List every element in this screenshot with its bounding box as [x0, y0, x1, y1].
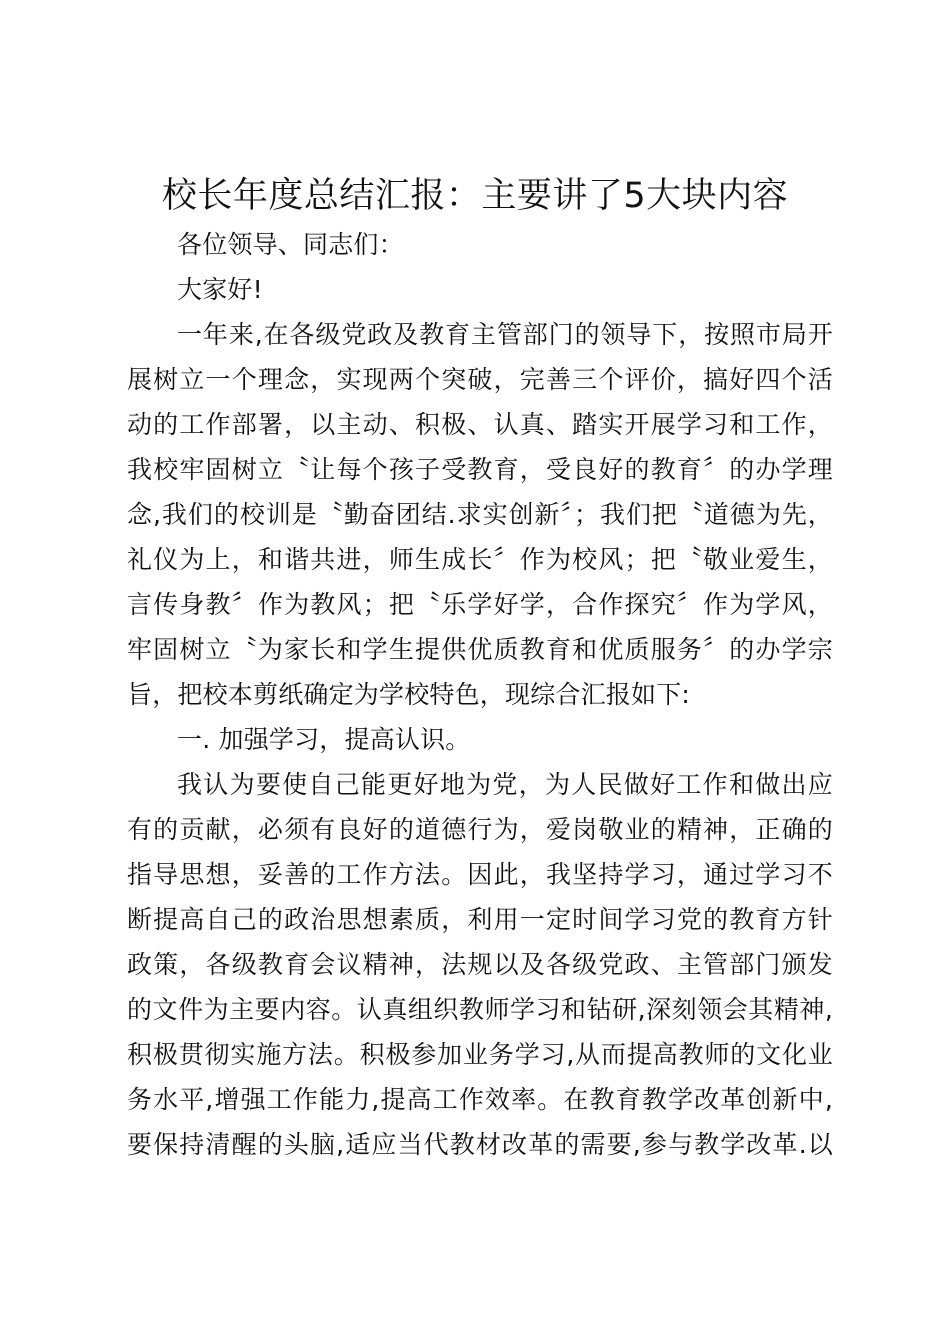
text-line: 的文件为主要内容。认真组织教师学习和钻研,深刻领会其精神, — [127, 995, 833, 1024]
page-title: 校长年度总结汇报：主要讲了5大块内容 — [161, 176, 789, 216]
text-line: 有的贡献，必须有良好的道德行为，爱岗敬业的精神，正确的 — [127, 815, 833, 844]
text-line: 断提高自己的政治思想素质，利用一定时间学习党的教育方针 — [127, 905, 833, 934]
text-line: 我认为要使自己能更好地为党，为人民做好工作和做出应 — [177, 770, 833, 799]
text-line: 务水平,增强工作能力,提高工作效率。在教育教学改革创新中, — [127, 1085, 833, 1114]
text-line: 指导思想，妥善的工作方法。因此，我坚持学习，通过学习不 — [127, 860, 833, 889]
text-line: 牢固树立〝为家长和学生提供优质教育和优质服务〞的办学宗 — [127, 635, 833, 664]
text-line: 念,我们的校训是〝勤奋团结.求实创新〞；我们把〝道德为先， — [127, 500, 833, 529]
text-line: 积极贯彻实施方法。积极参加业务学习,从而提高教师的文化业 — [127, 1040, 833, 1069]
text-line: 旨，把校本剪纸确定为学校特色，现综合汇报如下: — [127, 680, 691, 709]
text-line: 要保持清醒的头脑,适应当代教材改革的需要,参与教学改革.以 — [127, 1130, 833, 1159]
text-line: 政策，各级教育会议精神，法规以及各级党政、主管部门颁发 — [127, 950, 833, 979]
text-line: 一年来,在各级党政及教育主管部门的领导下，按照市局开 — [177, 320, 833, 349]
document-body — [127, 222, 833, 1167]
text-line: 一. 加强学习，提高认识。 — [177, 725, 471, 754]
text-line: 礼仪为上，和谐共进，师生成长〞作为校风；把〝敬业爱生， — [127, 545, 833, 574]
text-line: 大家好! — [177, 275, 263, 304]
text-line: 展树立一个理念，实现两个突破，完善三个评价，搞好四个活 — [127, 365, 833, 394]
text-line: 言传身教〞作为教风；把〝乐学好学，合作探究〞作为学风， — [127, 590, 833, 619]
text-line: 各位领导、同志们： — [177, 230, 404, 259]
text-line: 动的工作部署，以主动、积极、认真、踏实开展学习和工作， — [127, 410, 833, 439]
text-line: 我校牢固树立〝让每个孩子受教育，受良好的教育〞的办学理 — [127, 455, 833, 484]
